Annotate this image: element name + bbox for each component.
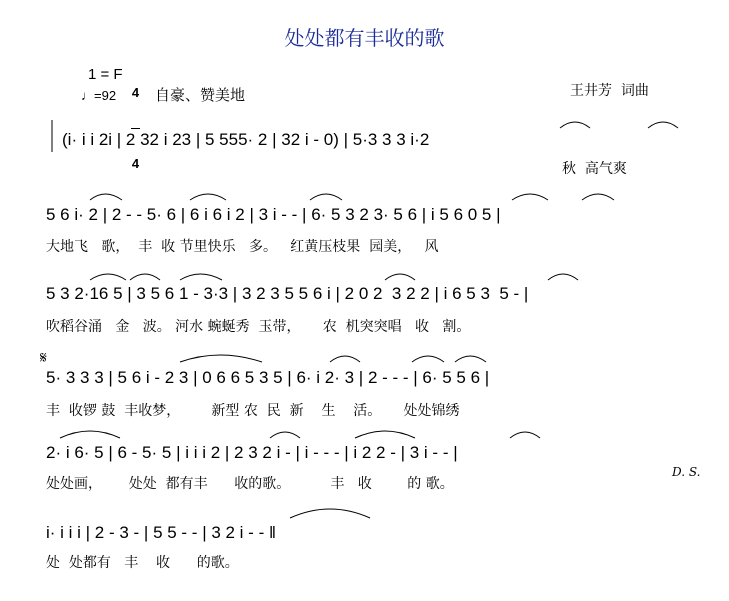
notation-row-5: 2· i 6· 5 | 6 - 5· 5 | i i i 2 | 2 3 2 i - | i - - - | i 2 2 - | 3 i - - | (46, 443, 458, 462)
notation-row-1: (i· i i 2i | 2 32 i 23 | 5 555· 2 | 32 i - 0) | 5·3 3 3 i·2 (62, 130, 430, 149)
lyrics-row-6: 处 处都有 丰 收 的歌。 (46, 555, 239, 571)
time-signature-top: 4 (131, 85, 140, 100)
time-signature-bottom: 4 (131, 156, 140, 171)
song-title: 处处都有丰收的歌 (284, 26, 445, 50)
credits: 王井芳 词曲 (570, 83, 649, 99)
lyrics-row-2: 大地飞 歌， 丰 收 节里快乐 多。 红黄压枝果 园美， 风 (46, 239, 439, 255)
notation-row-2: 5 6 i· 2 | 2 - - 5· 6 | 6 i 6 i 2 | 3 i - - | 6· 5 3 2 3· 5 6 | i 5 6 0 5 | (46, 205, 501, 224)
segno-sign: 𝄋 (40, 348, 47, 367)
notation-row-6: i· i i i | 2 - 3 - | 5 5 - - | 3 2 i - - ‖ (46, 523, 276, 542)
lyrics-row-1: 秋 高气爽 (562, 161, 627, 177)
key-signature: 1 = F (88, 66, 123, 83)
expression-marking: 自豪、赞美地 (155, 86, 246, 104)
lyrics-row-4: 丰 收锣 鼓 丰收梦， 新型 农 民 新 生 活。 处处锦绣 (46, 403, 460, 419)
tempo-marking: ♩=92 (81, 88, 117, 103)
lyrics-row-5: 处处画， 处处 都有丰 收的歌。 丰 收 的 歌。 (46, 476, 454, 492)
ds-marking: D. S. (672, 465, 701, 479)
notation-row-3: 5 3 2·16 5 | 3 5 6 1 - 3·3 | 3 2 3 5 5 6 i | 2 0 2 3 2 2 | i 6 5 3 5 - | (46, 284, 529, 303)
notation-row-4: 5· 3 3 3 | 5 6 i - 2 3 | 0 6 6 5 3 5 | 6· i 2· 3 | 2 - - - | 6· 5 5 6 | (46, 368, 490, 387)
lyrics-row-3: 吹稻谷涌 金 波。 河水 蜿蜒秀 玉带， 农 机突突唱 收 割。 (46, 319, 471, 335)
